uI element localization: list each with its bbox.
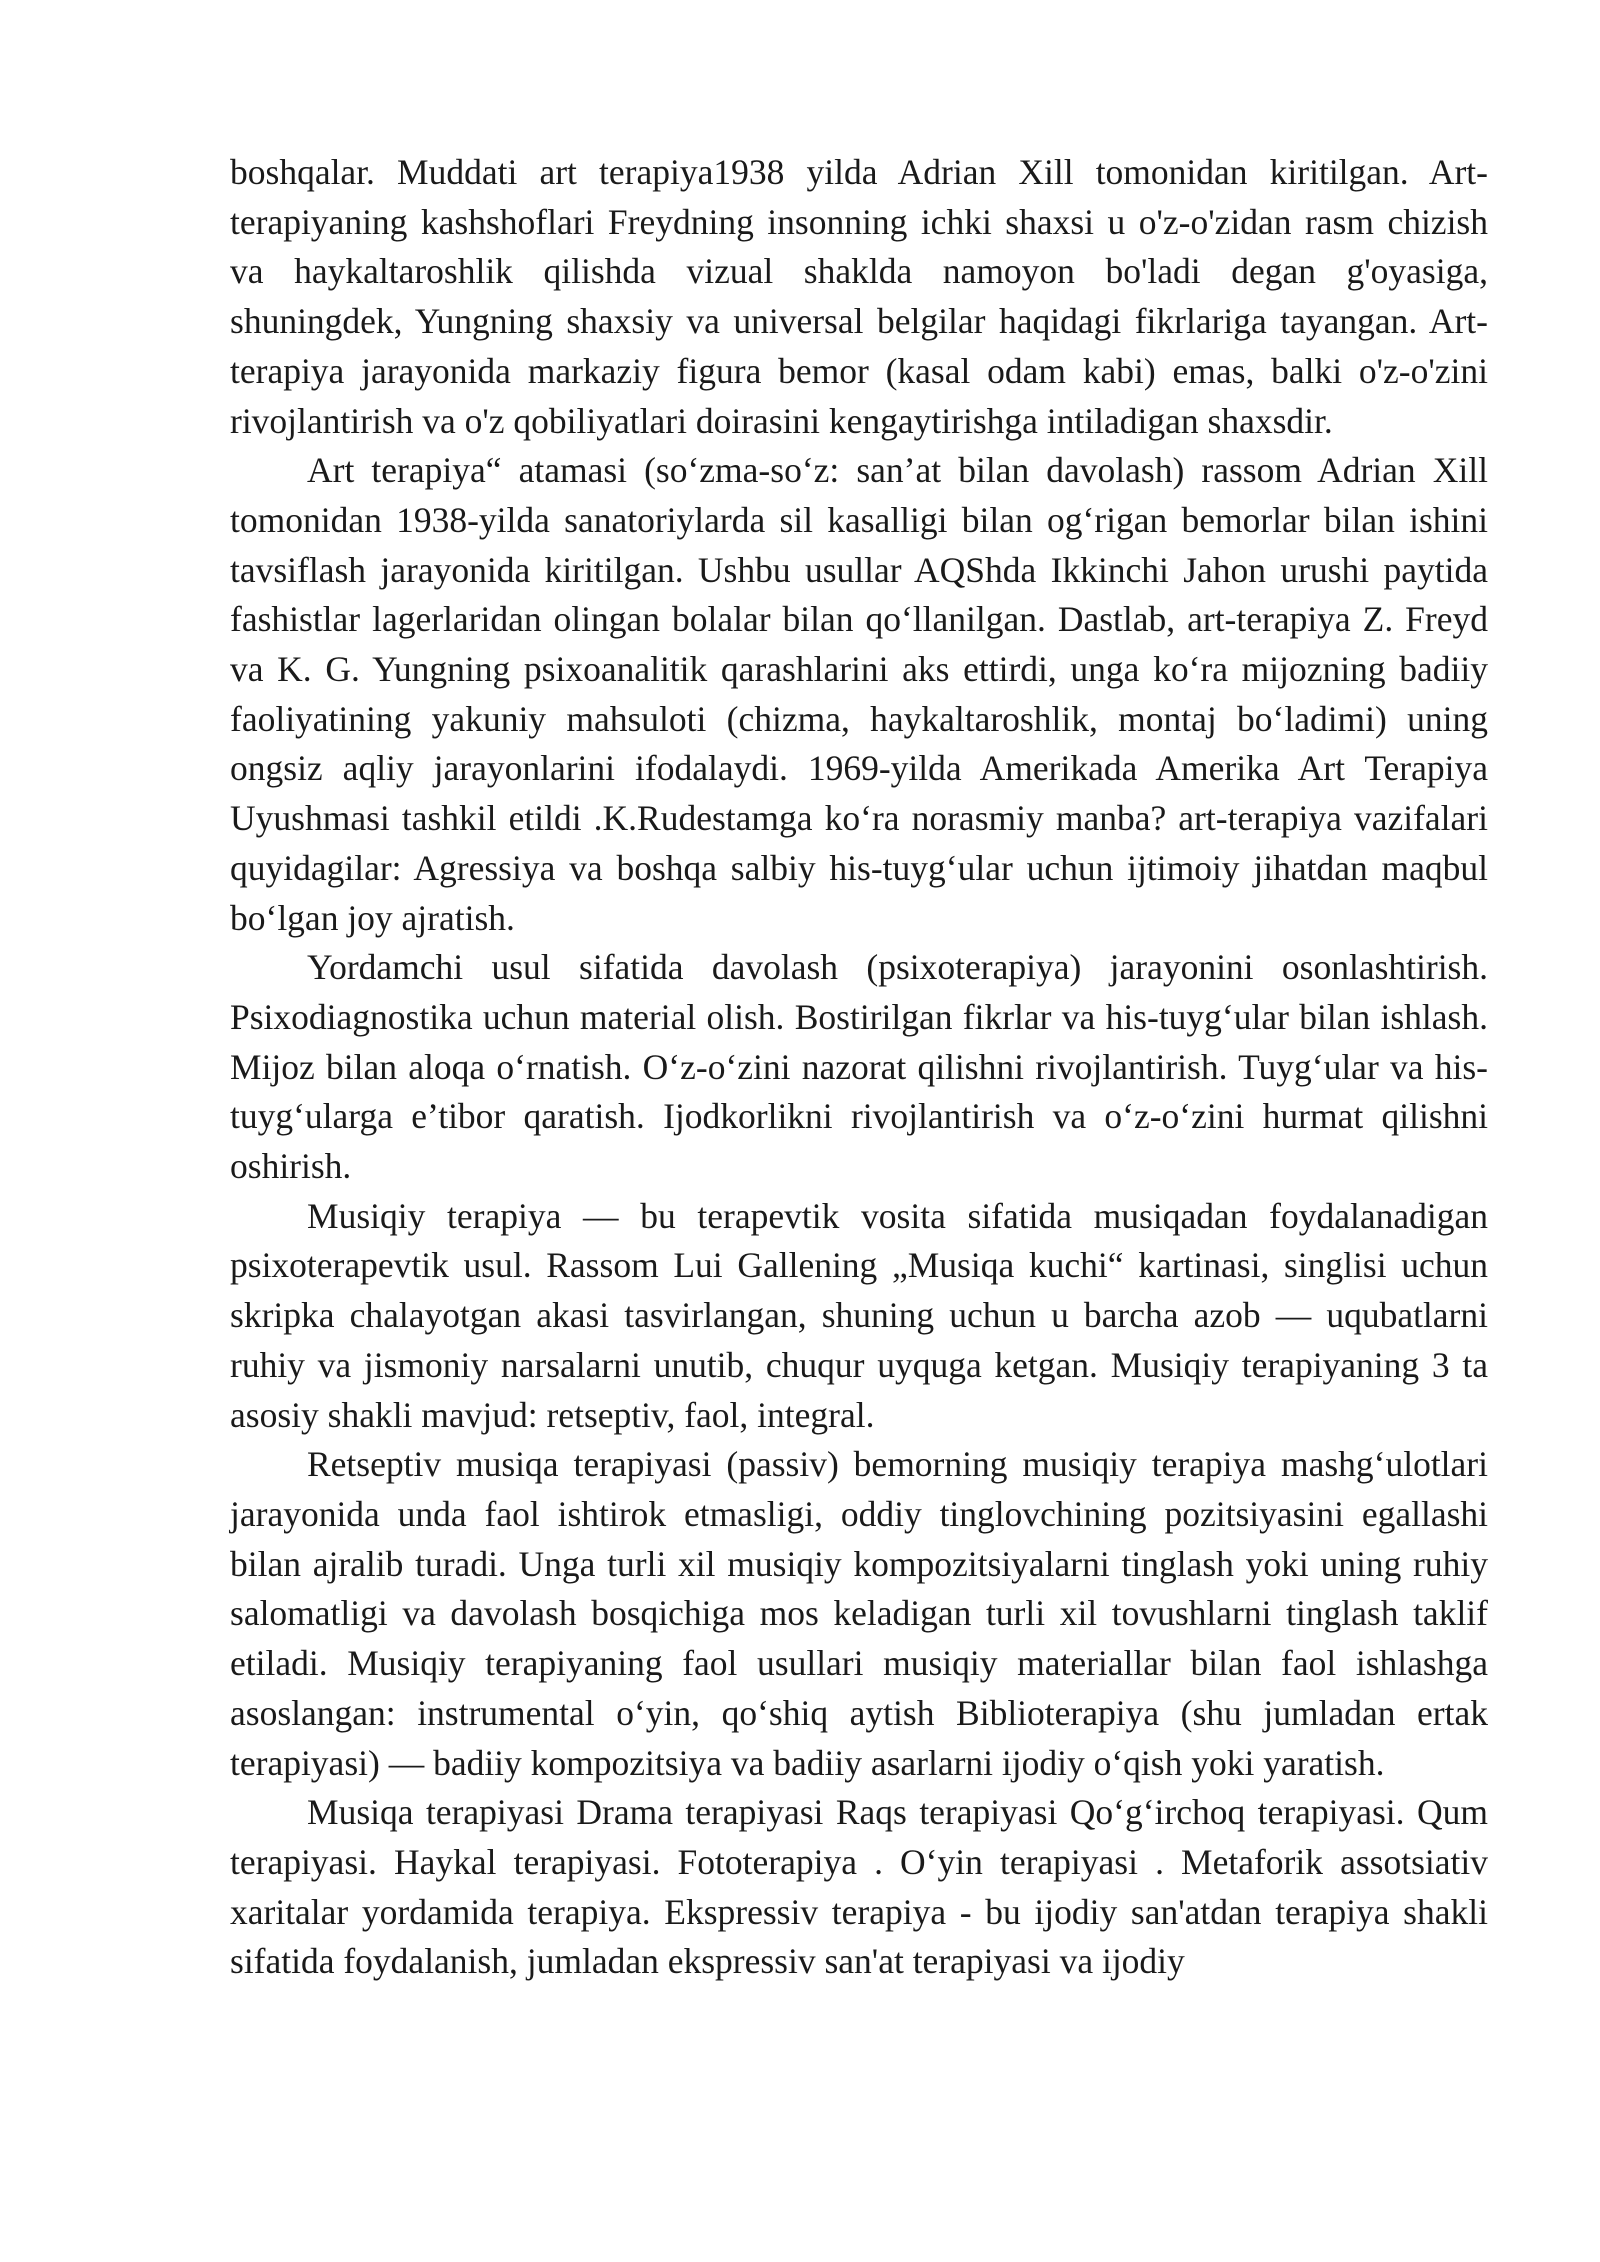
paragraph-3: Yordamchi usul sifatida davolash (psixoterapiya) jarayonini osonlashtirish. Psixodiagnostika uchun material olish. Bostirilgan fikrlar va his-tuyg‘ular bilan ishlash. Mijoz bilan aloqa o‘rnatish. O‘z-o‘zini nazorat qilishni rivojlantirish. Tuyg‘ular va his-tuyg‘ularga e’tibor qaratish. Ijodkorlikni rivojlantirish va o‘z-o‘zini hurmat qilishni oshirish. xyxy=(230,947,1488,1187)
paragraph-6: Musiqa terapiyasi Drama terapiyasi Raqs terapiyasi Qo‘g‘irchoq terapiyasi. Qum terapiyasi. Haykal terapiyasi. Fototerapiya . O‘yin terapiyasi . Metaforik assotsiativ xaritalar yordamida terapiya. Ekspressiv terapiya - bu ijodiy san'atdan terapiya shakli sifatida foydalanish, jumladan ekspressiv san'at terapiyasi va ijodiy xyxy=(230,1792,1488,1982)
document-body xyxy=(230,148,1488,1987)
paragraph-5: Retseptiv musiqa terapiyasi (passiv) bemorning musiqiy terapiya mashg‘ulotlari jarayonida unda faol ishtirok etmasligi, oddiy tinglovchining pozitsiyasini egallashi bilan ajralib turadi. Unga turli xil musiqiy kompozitsiyalarni tinglash yoki uning ruhiy salomatligi va davolash bosqichiga mos keladigan turli xil tovushlarni tinglash taklif etiladi. Musiqiy terapiyaning faol usullari musiqiy materiallar bilan faol ishlashga asoslangan: instrumental o‘yin, qo‘shiq aytish Biblioterapiya (shu jumladan ertak terapiyasi) — badiiy kompozitsiya va badiiy asarlarni ijodiy o‘qish yoki yaratish. xyxy=(230,1444,1488,1783)
paragraph-4: Musiqiy terapiya — bu terapevtik vosita sifatida musiqadan foydalanadigan psixoterapevtik usul. Rassom Lui Gallening „Musiqa kuchi“ kartinasi, singlisi uchun skripka chalayotgan akasi tasvirlangan, shuning uchun u barcha azob — uqubatlarni ruhiy va jismoniy narsalarni unutib, chuqur uyquga ketgan. Musiqiy terapiyaning 3 ta asosiy shakli mavjud: retseptiv, faol, integral. xyxy=(230,1195,1488,1435)
paragraph-2: Art terapiya“ atamasi (so‘zma-so‘z: san’at bilan davolash) rassom Adrian Xill tomonidan 1938-yilda sanatoriylarda sil kasalligi bilan og‘rigan bemorlar bilan ishini tavsiflash jarayonida kiritilgan. Ushbu usullar AQShda Ikkinchi Jahon urushi paytida fashistlar lagerlaridan olingan bolalar bilan qo‘llanilgan. Dastlab, art-terapiya Z. Freyd va K. G. Yungning psixoanalitik qarashlarini aks ettirdi, unga ko‘ra mijozning badiiy faoliyatining yakuniy mahsuloti (chizma, haykaltaroshlik, montaj bo‘ladimi) uning ongsiz aqliy jarayonlarini ifodalaydi. 1969-yilda Amerikada Amerika Art Terapiya Uyushmasi tashkil etildi .K.Rudestamga ko‘ra norasmiy manba? art-terapiya vazifalari quyidagilar: Agressiya va boshqa salbiy his-tuyg‘ular uchun ijtimoiy jihatdan maqbul bo‘lgan joy ajratish. xyxy=(230,450,1488,938)
paragraph-1: boshqalar. Muddati art terapiya1938 yilda Adrian Xill tomonidan kiritilgan. Art-terapiyaning kashshoflari Freydning insonning ichki shaxsi u o'z-o'zidan rasm chizish va haykaltaroshlik qilishda vizual shaklda namoyon bo'ladi degan g'oyasiga, shuningdek, Yungning shaxsiy va universal belgilar haqidagi fikrlariga tayangan. Art-terapiya jarayonida markaziy figura bemor (kasal odam kabi) emas, balki o'z-o'zini rivojlantirish va o'z qobiliyatlari doirasini kengaytirishga intiladigan shaxsdir. xyxy=(230,152,1488,441)
